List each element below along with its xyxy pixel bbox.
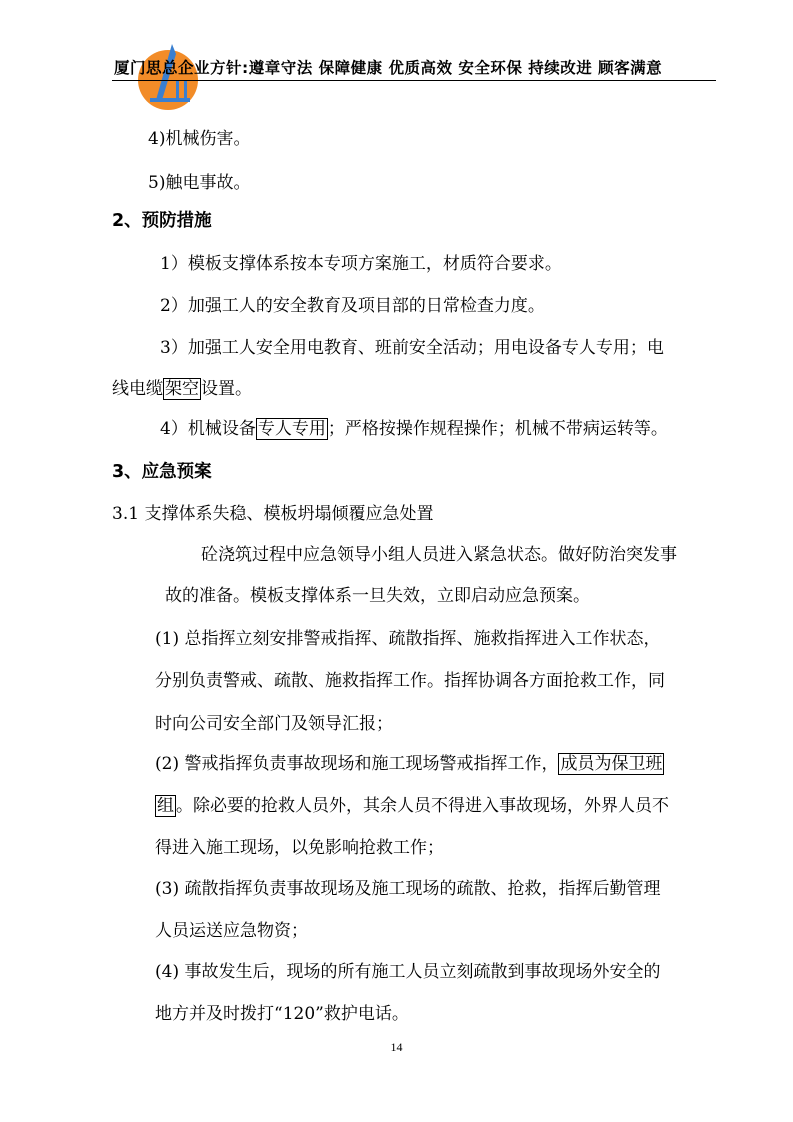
step2-boxed-term-b: 组 [157, 796, 174, 816]
section2-p3-line1: 3）加强工人安全用电教育、班前安全活动；用电设备专人专用；电 [160, 338, 664, 358]
p3-line2-pre: 线电缆 [112, 379, 163, 399]
section2-p2: 2）加强工人的安全教育及项目部的日常检查力度。 [160, 296, 545, 316]
section3-title: 3、应急预案 [112, 462, 212, 482]
step2-line1-pre: (2) 警戒指挥负责事故现场和施工现场警戒指挥工作， [155, 754, 559, 774]
p4-post: ；严格按操作规程操作；机械不带病运转等。 [327, 419, 668, 439]
step2-line2 [155, 791, 669, 816]
p3-boxed-term: 架空 [165, 379, 199, 399]
section2-p3-line2 [112, 374, 252, 399]
section3-subtitle: 3.1 支撑体系失稳、模板坍塌倾覆应急处置 [112, 504, 434, 524]
step3-line1: (3) 疏散指挥负责事故现场及施工现场的疏散、抢救，指挥后勤管理 [155, 879, 661, 899]
header-rule [112, 80, 716, 81]
header-motto: 厦门思总企业方针:遵章守法 保障健康 优质高效 安全环保 持续改进 顾客满意 [114, 59, 663, 77]
p4-pre: 4）机械设备 [160, 419, 256, 439]
p4-boxed-term: 专人专用 [257, 419, 326, 439]
step3-line2: 人员运送应急物资； [155, 921, 308, 941]
page-number: 14 [390, 1040, 403, 1054]
step1-line2: 分别负责警戒、疏散、施救指挥工作。指挥协调各方面抢救工作，同 [155, 671, 665, 691]
item-5: 5)触电事故。 [148, 173, 251, 193]
section2-p4 [160, 414, 668, 439]
step1-line3: 时向公司安全部门及领导汇报； [155, 714, 393, 734]
section2-title: 2、预防措施 [112, 211, 212, 231]
section3-intro-line1: 砼浇筑过程中应急领导小组人员进入紧急状态。做好防治突发事 [201, 545, 677, 565]
section3-intro-line2: 故的准备。模板支撑体系一旦失效，立即启动应急预案。 [165, 586, 590, 606]
step4-line2: 地方并及时拨打“120”救护电话。 [155, 1004, 409, 1024]
item-4: 4)机械伤害。 [148, 129, 251, 149]
step1-line1: (1) 总指挥立刻安排警戒指挥、疏散指挥、施救指挥进入工作状态， [155, 629, 661, 649]
step2-line2-post: 。除必要的抢救人员外，其余人员不得进入事故现场，外界人员不 [176, 796, 669, 816]
logo-mark-post-1 [176, 80, 179, 98]
step2-boxed-term-a: 成员为保卫班 [560, 754, 663, 774]
p3-line2-post: 设置。 [201, 379, 252, 399]
step2-line3: 得进入施工现场，以免影响抢救工作； [155, 838, 444, 858]
step4-line1: (4) 事故发生后，现场的所有施工人员立刻疏散到事故现场外安全的 [155, 962, 661, 982]
section2-p1: 1）模板支撑体系按本专项方案施工，材质符合要求。 [160, 254, 562, 274]
logo-mark-post-2 [184, 80, 187, 98]
step2-line1 [155, 749, 664, 774]
